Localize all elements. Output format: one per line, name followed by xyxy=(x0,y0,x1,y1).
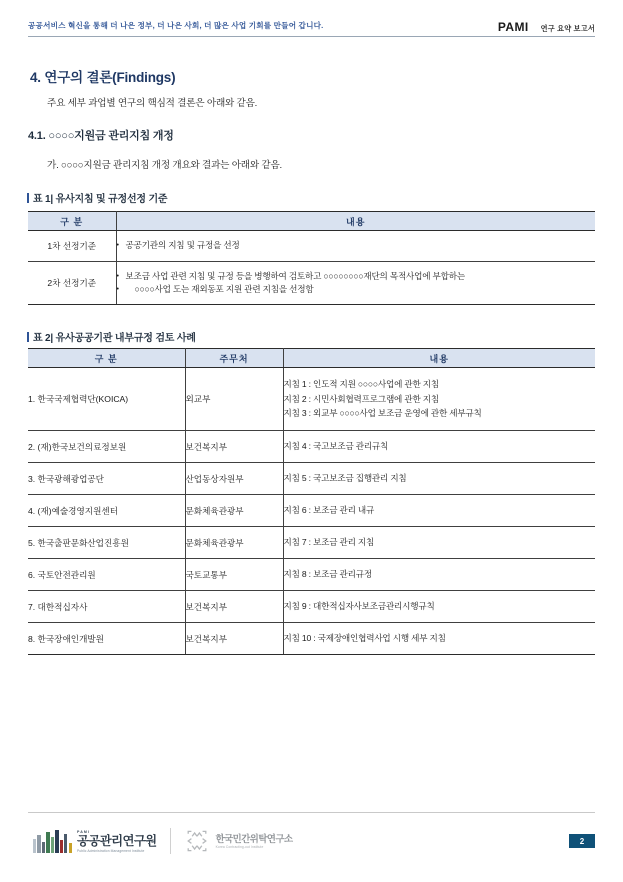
table-2-col-header-1: 주무처 xyxy=(185,349,283,368)
table-2-row-1-ministry: 보건복지부 xyxy=(185,431,283,463)
section-heading-findings: 4. 연구의 결론(Findings) xyxy=(30,70,176,85)
caption-bar-icon xyxy=(27,193,29,203)
table-2-col-header-0: 구 분 xyxy=(28,349,185,368)
header-tagline: 공공서비스 혁신을 통해 더 나은 정부, 더 나은 사회, 더 많은 사업 기회를 만들어 갑니다. xyxy=(28,21,324,30)
guideline-line: 지침 5 : 국고보조금 집행관리 지침 xyxy=(283,473,407,484)
table-2-row-5-name: 6. 국토안전관리원 xyxy=(28,559,185,591)
table-2-col-header-2: 내용 xyxy=(283,349,595,368)
pami-name-en: Public Administration Management Institute xyxy=(76,848,145,853)
table-row xyxy=(28,591,595,623)
guideline-line: 지침 9 : 대한적십자사보조금관리시행규칙 xyxy=(283,601,435,612)
table-2-row-4-name: 5. 한국출판문화산업진흥원 xyxy=(28,527,185,559)
table-2-row-7-name: 8. 한국장애인개발원 xyxy=(28,623,185,655)
page-header xyxy=(28,20,595,44)
guideline-line: 지침 8 : 보조금 관리규정 xyxy=(283,569,372,580)
table-row xyxy=(28,495,595,527)
table-1-row-0-label: 1차 선정기준 xyxy=(28,231,116,262)
table-2-row-6-ministry: 보건복지부 xyxy=(185,591,283,623)
table-row xyxy=(28,463,595,495)
bullet-line-continued: • ○○○○사업 도는 재외동포 지원 관련 지침을 선정함 xyxy=(117,283,596,297)
table-1-row-1-content xyxy=(116,262,595,305)
table-2-row-1-guidelines xyxy=(283,431,595,463)
table-2-row-5-ministry: 국토교통부 xyxy=(185,559,283,591)
table-2-row-2-name: 3. 한국광해광업공단 xyxy=(28,463,185,495)
table-2-row-0-guidelines xyxy=(283,368,595,431)
header-brand-group xyxy=(498,20,595,34)
guideline-line: 지침 4 : 국고보조금 관리규칙 xyxy=(283,441,389,452)
footer-divider xyxy=(28,812,595,813)
bullet-line: • 공공기관의 지침 및 규정을 선정 xyxy=(117,239,596,253)
table-2-row-5-guidelines xyxy=(283,559,595,591)
table-2-row-3-name: 4. (재)예술경영지원센터 xyxy=(28,495,185,527)
table-2-row-0-ministry: 외교부 xyxy=(185,368,283,431)
logo-separator xyxy=(170,828,171,854)
table-2-row-7-ministry: 보건복지부 xyxy=(185,623,283,655)
table-2-row-2-guidelines xyxy=(283,463,595,495)
table-row xyxy=(28,623,595,655)
kci-logo xyxy=(184,829,293,853)
footer-logo-group xyxy=(33,828,293,854)
table-1-row-0-content xyxy=(116,231,595,262)
table-2-row-2-ministry: 산업동상자원부 xyxy=(185,463,283,495)
kci-wordmark xyxy=(216,834,293,849)
table-institution-regulations xyxy=(28,348,595,655)
table-2-row-3-guidelines xyxy=(283,495,595,527)
table-2-row-7-guidelines xyxy=(283,623,595,655)
kci-name-ko: 한국민간위탁연구소 xyxy=(215,832,293,844)
table-2-caption-text: 표 2| 유사공공기관 내부규정 검토 사례 xyxy=(33,333,196,344)
pami-logo xyxy=(33,830,157,853)
page-number-badge: 2 xyxy=(569,834,595,848)
table-row xyxy=(28,262,595,305)
table-selection-criteria xyxy=(28,211,595,305)
brand-name: PAMI xyxy=(497,20,529,34)
caption-bar-icon xyxy=(27,332,29,342)
table-row xyxy=(28,231,595,262)
table-2-row-3-ministry: 문화체육관광부 xyxy=(185,495,283,527)
table-row xyxy=(28,527,595,559)
table-row xyxy=(28,368,595,431)
page-footer xyxy=(0,812,623,882)
table-2-caption xyxy=(27,329,196,344)
kci-name-en: Korea Contracting-out Institute xyxy=(215,844,264,849)
table-1-caption xyxy=(27,190,167,205)
header-divider xyxy=(28,36,595,37)
guideline-line: 지침 7 : 보조금 관리 지침 xyxy=(283,537,375,548)
subsection-body-4-1: 가. ○○○○지원금 관리지침 개정 개요와 결과는 아래와 같음. xyxy=(47,160,282,171)
table-row xyxy=(28,431,595,463)
table-2-row-6-guidelines xyxy=(283,591,595,623)
table-1-caption-text: 표 1| 유사지침 및 규정선정 기준 xyxy=(33,194,168,205)
guideline-line: 지침 10 : 국제장애인협력사업 시행 세부 지침 xyxy=(283,633,446,644)
table-1-col-header-1: 내용 xyxy=(116,212,595,231)
subsection-heading-4-1: 4.1. ○○○○지원금 관리지침 개정 xyxy=(28,130,174,142)
table-2-row-4-ministry: 문화체육관광부 xyxy=(185,527,283,559)
document-type-label: 연구 요약 보고서 xyxy=(540,24,595,33)
pami-abbr: PAMI xyxy=(76,829,91,834)
table-2-row-0-name: 1. 한국국제협력단(KOICA) xyxy=(28,368,185,431)
table-1-col-header-0: 구 분 xyxy=(28,212,116,231)
table-header-row xyxy=(28,212,595,231)
guideline-line: 지침 3 : 외교부 ○○○○사업 보조금 운영에 관한 세부규칙 xyxy=(283,408,482,419)
guideline-line: 지침 2 : 시민사회협력프로그램에 관한 지침 xyxy=(283,393,439,404)
table-2-row-4-guidelines xyxy=(283,527,595,559)
guideline-line: 지침 6 : 보조금 관리 내규 xyxy=(283,505,375,516)
guideline-line: 지침 1 : 인도적 지원 ○○○○사업에 관한 지침 xyxy=(283,379,439,390)
pami-wordmark xyxy=(77,830,157,853)
table-2-row-6-name: 7. 대한적십자사 xyxy=(28,591,185,623)
table-1-row-1-label: 2차 선정기준 xyxy=(28,262,116,305)
bar-chart-icon xyxy=(33,830,72,853)
table-row xyxy=(28,559,595,591)
starburst-icon xyxy=(184,829,210,853)
pami-name-ko: 공공관리연구원 xyxy=(76,833,157,848)
section-body-findings: 주요 세부 과업별 연구의 핵심적 결론은 아래와 같음. xyxy=(47,98,258,109)
table-header-row xyxy=(28,349,595,368)
bullet-line: • 보조금 사업 관련 지침 및 규정 등을 병행하여 검토하고 ○○○○○○○○재단의 목적사업에 부합하는 xyxy=(117,270,596,284)
table-2-row-1-name: 2. (재)한국보건의료정보원 xyxy=(28,431,185,463)
